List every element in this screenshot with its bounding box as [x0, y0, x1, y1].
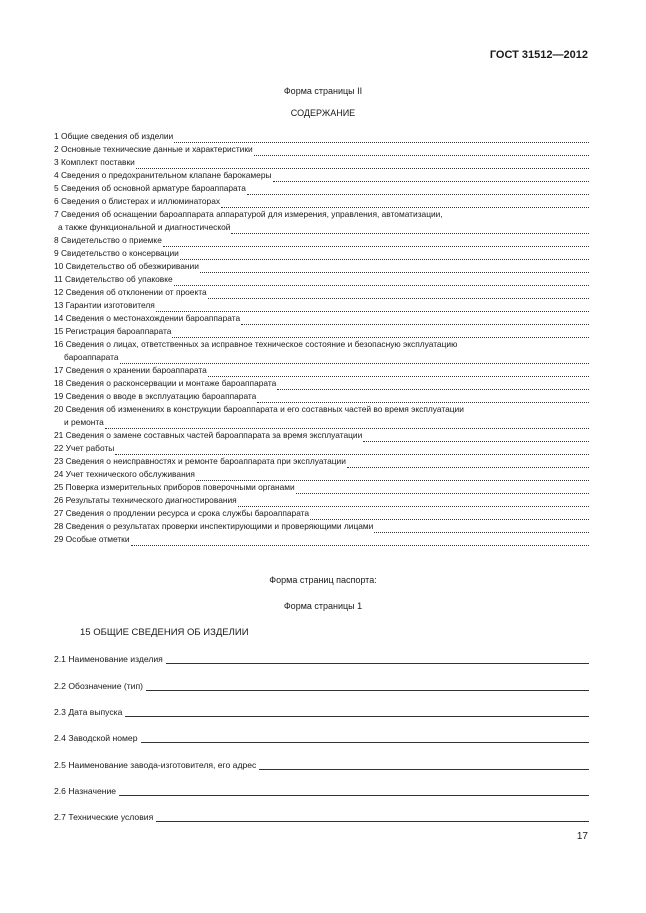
toc-item-continuation: бароаппарата [64, 351, 589, 364]
fill-in-line[interactable] [141, 730, 590, 743]
toc-item: 5 Сведения об основной арматуре бароаппарата [54, 182, 589, 195]
toc-item: 10 Свидетельство об обезжиривании [54, 260, 589, 273]
toc-item: 13 Гарантии изготовителя [54, 299, 589, 312]
toc-item: 29 Особые отметки [54, 533, 589, 546]
contents-title: СОДЕРЖАНИЕ [290, 108, 356, 118]
section-title: 15 ОБЩИЕ СВЕДЕНИЯ ОБ ИЗДЕЛИИ [80, 627, 249, 638]
fill-in-line[interactable] [166, 651, 589, 664]
toc-item: 27 Сведения о продлении ресурса и срока службы бароаппарата [54, 507, 589, 520]
fill-in-line[interactable] [146, 678, 589, 691]
document-code: ГОСТ 31512—2012 [489, 49, 588, 61]
toc-item: 6 Сведения о блистерах и иллюминаторах [54, 195, 589, 208]
toc-item: 4 Сведения о предохранительном клапане барокамеры [54, 169, 589, 182]
form-field-serial-number: 2.4 Заводской номер [54, 729, 589, 743]
toc-item: 15 Регистрация бароаппарата [54, 325, 589, 338]
toc-item-wrapped: 20 Сведения об изменениях в конструкции бароаппарата и его составных частей во время эксплуатации [54, 404, 464, 414]
toc-item: 9 Свидетельство о консервации [54, 247, 589, 260]
toc-item: 26 Результаты технического диагностирования [54, 494, 589, 507]
toc-item: 23 Сведения о неисправностях и ремонте бароаппарата при эксплуатации [54, 455, 589, 468]
page-number: 17 [576, 831, 588, 842]
form-field-manufacturer: 2.5 Наименование завода-изготовителя, его адрес [54, 756, 589, 770]
toc-item: 25 Поверка измерительных приборов поверочными органами [54, 481, 589, 494]
toc-item: 18 Сведения о расконсервации и монтаже бароаппарата [54, 377, 589, 390]
fill-in-line[interactable] [125, 704, 589, 717]
form-field-purpose: 2.6 Назначение [54, 782, 589, 796]
toc-item: 12 Сведения об отклонении от проекта [54, 286, 589, 299]
form-field-specifications: 2.7 Технические условия [54, 808, 589, 822]
toc-item: 28 Сведения о результатах проверки инспектирующими и проверяющими лицами [54, 520, 589, 533]
toc-item: 24 Учет технического обслуживания [54, 468, 589, 481]
toc-item: 11 Свидетельство об упаковке [54, 273, 589, 286]
toc-item: 1 Общие сведения об изделии [54, 130, 589, 143]
passport-forms-caption: Форма страниц паспорта: [269, 575, 377, 585]
toc-item: 3 Комплект поставки [54, 156, 589, 169]
toc-item: 21 Сведения о замене составных частей бароаппарата за время эксплуатации [54, 429, 589, 442]
toc-item-wrapped: 7 Сведения об оснащении бароаппарата аппаратурой для измерения, управления, автоматизации, [54, 209, 443, 219]
toc-item: 8 Свидетельство о приемке [54, 234, 589, 247]
toc-item: 17 Сведения о хранении бароаппарата [54, 364, 589, 377]
toc-item: 19 Сведения о вводе в эксплуатацию бароаппарата [54, 390, 589, 403]
toc-item-continuation: и ремонта [64, 416, 589, 429]
form-field-release-date: 2.3 Дата выпуска [54, 703, 589, 717]
form-page-caption: Форма страницы II [283, 86, 363, 96]
toc-item-wrapped: 16 Сведения о лицах, ответственных за исправное техническое состояние и безопасную эксплуатацию [54, 339, 458, 349]
form-field-designation: 2.2 Обозначение (тип) [54, 677, 589, 691]
toc-item: 14 Сведения о местонахождении бароаппарата [54, 312, 589, 325]
fill-in-line[interactable] [259, 757, 589, 770]
fill-in-line[interactable] [119, 783, 589, 796]
form-field-name: 2.1 Наименование изделия [54, 650, 589, 664]
fill-in-line[interactable] [156, 809, 589, 822]
toc-item-continuation: а также функциональной и диагностической [58, 221, 589, 234]
toc-item: 22 Учет работы [54, 442, 589, 455]
toc-item: 2 Основные технические данные и характеристики [54, 143, 589, 156]
passport-page-caption: Форма страницы 1 [283, 601, 363, 611]
